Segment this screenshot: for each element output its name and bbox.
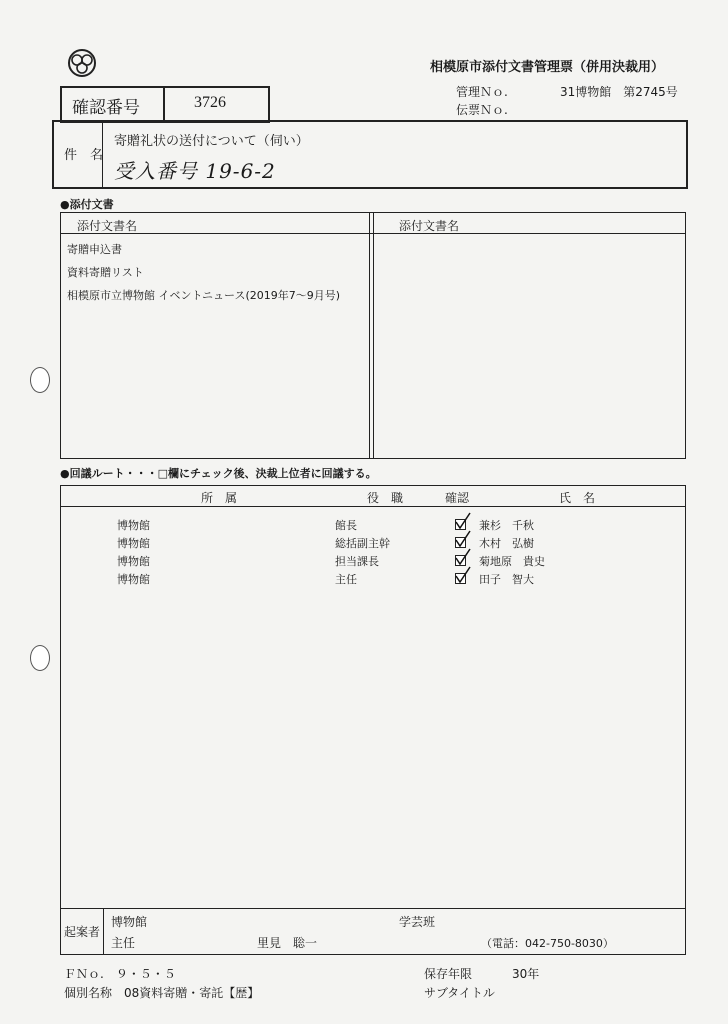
routing-section-title: ●回議ルート・・・□欄にチェック後、決裁上位者に回議する。 (60, 467, 377, 480)
punch-hole-top (30, 367, 50, 393)
confirm-checkbox[interactable] (455, 555, 466, 566)
attachment-item: 資料寄贈リスト (67, 266, 144, 279)
individual-name: 個別名称 08資料寄贈・寄託【歴】 (64, 986, 260, 1000)
confirm-checkbox[interactable] (455, 573, 466, 584)
document-title: 相模原市添付文書管理票（併用決裁用） (430, 60, 665, 75)
attachments-col-left: 添付文書名 (77, 219, 138, 233)
drafter-name: 里見 聡一 (257, 936, 318, 950)
kanri-no-label: 管理Ｎｏ. (456, 85, 508, 99)
punch-hole-bottom (30, 645, 50, 671)
table-row: 博物館 総括副主幹 木村 弘樹 (61, 535, 685, 551)
drafter-dept: 博物館 (111, 915, 148, 929)
table-row: 博物館 担当課長 菊地原 貴史 (61, 553, 685, 569)
check-mark-icon (455, 548, 471, 566)
confirm-number-label: 確認番号 (72, 98, 140, 118)
routing-table (60, 485, 686, 909)
routing-header-role: 役 職 (367, 491, 404, 505)
retention-label: 保存年限 (424, 967, 473, 981)
handwritten-accession-number: 受入番号 19-6-2 (114, 159, 276, 183)
drafter-label: 起案者 (64, 925, 101, 939)
attachment-item: 相模原市立博物館 イベントニュース(2019年7～9月号) (67, 289, 341, 302)
attachments-table (60, 212, 686, 459)
kanri-no-value: 31博物館 第2745号 (560, 85, 678, 99)
check-mark-icon (455, 530, 471, 548)
drafter-phone: （電話：042-750-8030） (481, 937, 614, 950)
confirm-checkbox[interactable] (455, 537, 466, 548)
check-mark-icon (455, 566, 471, 584)
drafter-role: 主任 (111, 936, 136, 950)
confirm-number-box (60, 86, 270, 123)
attachments-section-title: ●添付文書 (60, 198, 114, 211)
denpyo-no-label: 伝票Ｎｏ. (456, 103, 508, 117)
subtitle-label: サブタイトル (424, 986, 495, 1000)
drafter-section: 学芸班 (399, 915, 436, 929)
subject-label: 件 名 (64, 148, 104, 163)
retention-value: 30年 (512, 967, 540, 981)
subject-box (52, 120, 688, 189)
table-row: 博物館 主任 田子 智大 (61, 571, 685, 587)
routing-header-confirm: 確認 (445, 491, 470, 505)
drafter-box (60, 908, 686, 955)
check-mark-icon (455, 512, 471, 530)
routing-header-name: 氏 名 (559, 491, 596, 505)
confirm-number-value: 3726 (194, 94, 226, 111)
fno: ＦＮｏ. ９・５・５ (64, 967, 176, 981)
subject-title: 寄贈礼状の送付について（伺い） (114, 134, 309, 149)
routing-header-dept: 所 属 (201, 491, 238, 505)
confirm-checkbox[interactable] (455, 519, 466, 530)
table-row: 博物館 館長 兼杉 千秋 (61, 517, 685, 533)
city-emblem-icon (66, 47, 98, 79)
attachments-col-right: 添付文書名 (399, 219, 460, 233)
attachment-item: 寄贈申込書 (67, 243, 122, 256)
